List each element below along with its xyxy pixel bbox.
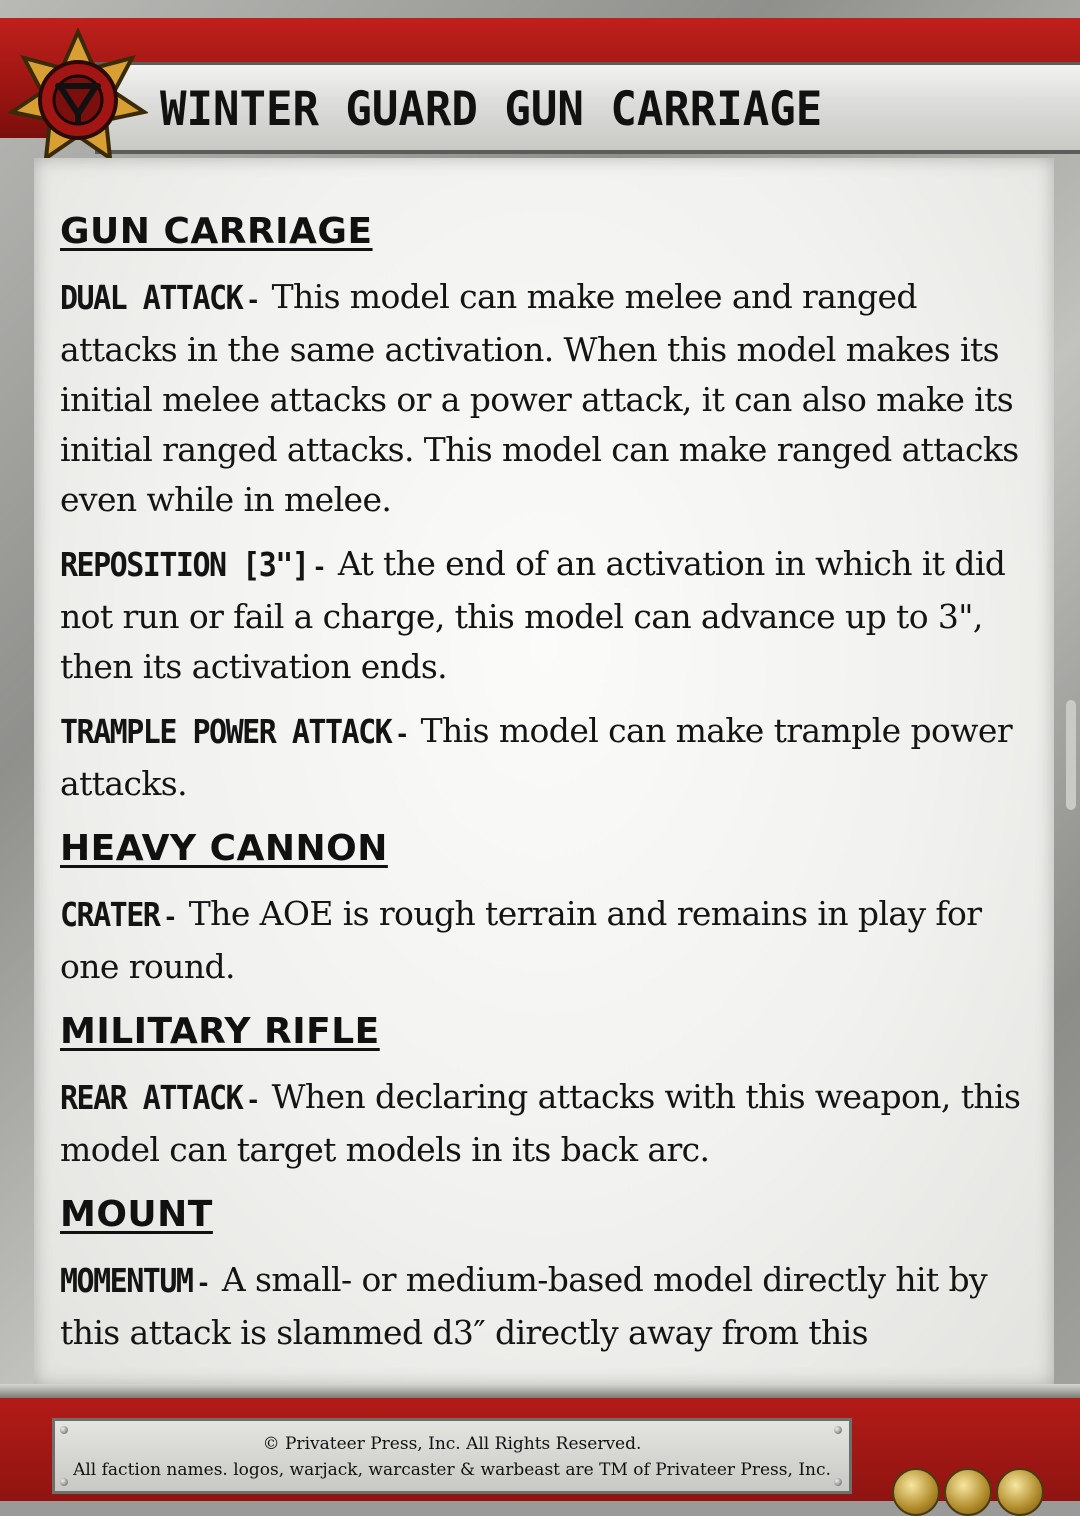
rule-name: CRATER (60, 896, 160, 935)
gold-stud-icon (944, 1468, 992, 1516)
rule-name: REAR ATTACK (60, 1079, 243, 1118)
rule-reposition (60, 539, 1030, 692)
rule-text: This model can make trample power attacks. (60, 711, 1013, 803)
copyright-plate (52, 1418, 852, 1494)
rule-name: REPOSITION [3"] (60, 546, 309, 585)
bottom-rail (0, 1384, 1080, 1398)
rule-separator: - (248, 286, 258, 314)
rule-name: MOMENTUM (60, 1262, 193, 1301)
section-heavy-cannon (60, 823, 1030, 992)
section-heading: HEAVY CANNON (60, 828, 388, 869)
section-heading: MOUNT (60, 1194, 213, 1235)
section-heading: MILITARY RIFLE (60, 1011, 380, 1052)
rule-crater (60, 889, 1030, 992)
gold-stud-icon (996, 1468, 1044, 1516)
rule-text: When declaring attacks with this weapon, this model can target models in its back arc. (60, 1077, 1021, 1169)
rule-separator: - (165, 903, 175, 931)
rivet-icon (60, 1478, 68, 1486)
section-mount (60, 1189, 1030, 1358)
rule-separator: - (248, 1086, 258, 1114)
section-heading: GUN CARRIAGE (60, 211, 373, 252)
rule-text: This model can make melee and ranged attacks in the same activation. When this model makes its initial melee attacks or a power attack, it can also make its initial ranged attacks. This model can make ranged attacks even while in melee. (60, 277, 1019, 519)
rule-trample-power-attack (60, 706, 1030, 809)
section-gun-carriage (60, 206, 1030, 809)
rule-name: TRAMPLE POWER ATTACK (60, 713, 392, 752)
rivet-icon (60, 1426, 68, 1434)
gold-stud-icon (892, 1468, 940, 1516)
rule-dual-attack (60, 272, 1030, 525)
rules-content (60, 206, 1030, 1372)
khador-faction-icon (8, 28, 148, 168)
rule-text: A small- or medium-based model directly hit by this attack is slammed d3″ directly away from this (60, 1260, 988, 1352)
rules-panel (34, 158, 1054, 1386)
rule-separator: - (198, 1269, 208, 1297)
rule-text: At the end of an activation in which it did not run or fail a charge, this model can advance up to 3", then its activation ends. (60, 544, 1006, 686)
rule-text: The AOE is rough terrain and remains in play for one round. (60, 894, 982, 986)
card-title: WINTER GUARD GUN CARRIAGE (160, 82, 823, 138)
rule-momentum (60, 1255, 1030, 1358)
section-military-rifle (60, 1006, 1030, 1175)
rule-name: DUAL ATTACK (60, 279, 243, 318)
rule-separator: - (397, 720, 407, 748)
copyright-line-2: All faction names. logos, warjack, warcaster & warbeast are TM of Privateer Press, Inc. (73, 1460, 831, 1480)
rule-rear-attack (60, 1072, 1030, 1175)
scroll-indicator[interactable] (1066, 700, 1076, 810)
copyright-line-1: © Privateer Press, Inc. All Rights Reserved. (262, 1434, 642, 1454)
rule-separator: - (314, 553, 324, 581)
rivet-icon (834, 1478, 842, 1486)
rivet-icon (834, 1426, 842, 1434)
